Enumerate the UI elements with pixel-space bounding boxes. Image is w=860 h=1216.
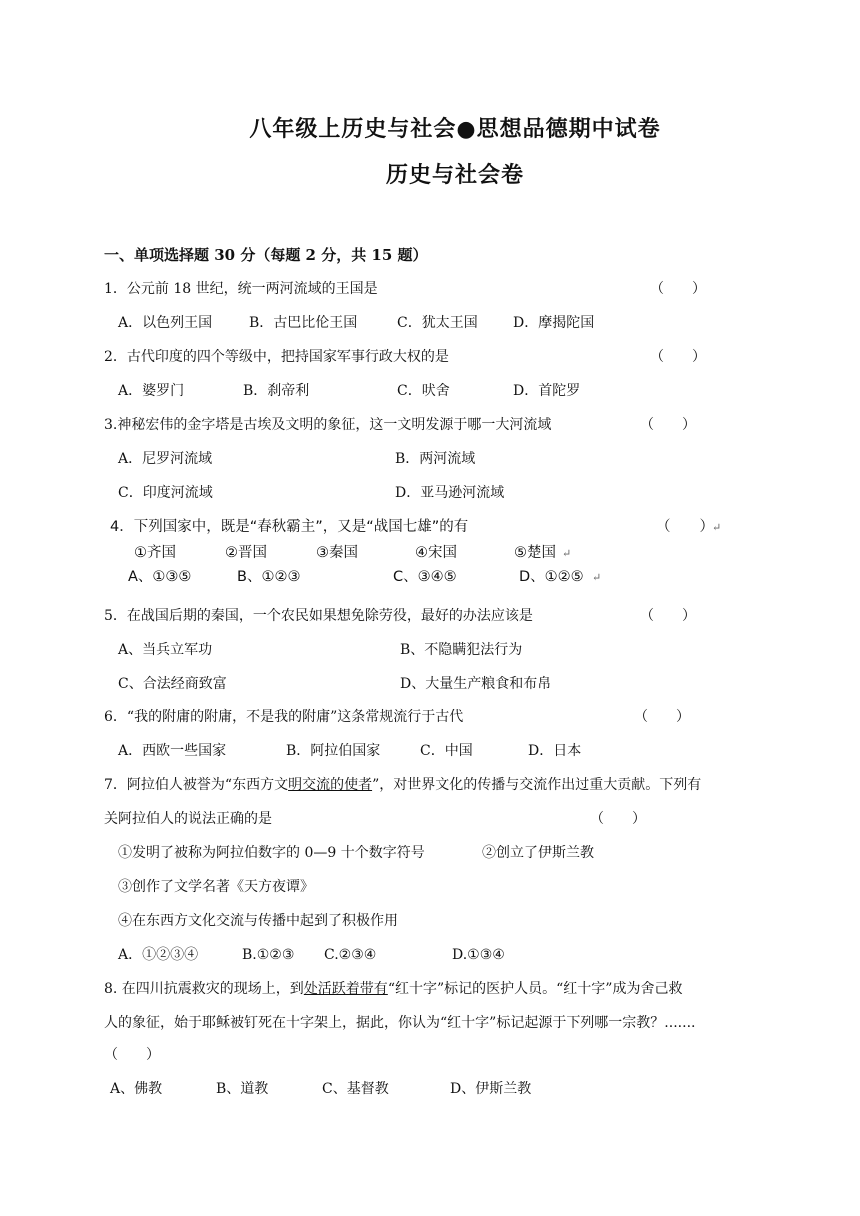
question-8-option-c: C、基督教	[322, 1081, 389, 1097]
question-8-stem-end: “红十字”标记的医护人员。“红十字”成为舍己救	[387, 981, 683, 997]
question-2-option-a: A．婆罗门	[118, 383, 185, 399]
question-8-stem-continued: 人的象征，始于耶稣被钉死在十字架上，据此，你认为“红十字”标记起源于下列哪一宗教？.......	[104, 1015, 696, 1031]
question-1-option-a: A．以色列王国	[118, 315, 213, 331]
question-2-stem: 2．古代印度的四个等级中，把持国家军事行政大权的是	[104, 349, 449, 365]
question-7-answer-blank: （ ）	[590, 811, 646, 827]
section-heading: 一、单项选择题 30 分（每题 2 分，共 15 题）	[104, 246, 428, 264]
question-1-option-b: B．古巴比伦王国	[249, 315, 358, 331]
question-8-answer-blank: （ ）	[104, 1047, 160, 1063]
question-7-stem-continued: 关阿拉伯人的说法正确的是	[104, 811, 272, 827]
question-4-option-d: D、①②⑤	[519, 569, 584, 585]
question-3-answer-blank: （ ）	[640, 417, 696, 433]
question-5-stem: 5．在战国后期的秦国，一个农民如果想免除劳役，最好的办法应该是	[104, 608, 533, 624]
question-7-statement-4: ④在东西方文化交流与传播中起到了积极作用	[118, 913, 398, 929]
question-3-option-b: B．两河流域	[395, 451, 476, 467]
question-4-option-c: C、③④⑤	[393, 569, 457, 585]
question-2-option-d: D．首陀罗	[513, 383, 581, 399]
return-mark-icon: ↵	[562, 547, 572, 560]
question-1-answer-blank: （ ）	[650, 281, 706, 297]
question-7-statement-2: ②创立了伊斯兰教	[482, 845, 594, 861]
question-4-option-b: B、①②③	[237, 569, 301, 585]
question-7-stem	[104, 776, 701, 794]
question-7-option-d: D.①③④	[452, 947, 505, 963]
question-7-stem-end: ”，对世界文化的传播与交流作出过重大贡献。下列有	[372, 777, 702, 793]
question-1-stem: 1．公元前 18 世纪，统一两河流域的王国是	[104, 281, 378, 297]
question-4-statement-2: ②晋国	[225, 545, 267, 561]
question-4-statement-5: ⑤楚国	[514, 545, 556, 561]
page-title: 八年级上历史与社会●思想品德期中试卷	[249, 116, 661, 142]
question-5-answer-blank: （ ）	[640, 608, 696, 624]
question-2-option-c: C．吠舍	[397, 383, 450, 399]
question-7-stem-start: 7．阿拉伯人被誉为“东西方文	[104, 777, 289, 793]
question-2-answer-blank: （ ）	[650, 349, 706, 365]
question-7-option-c: C.②③④	[324, 947, 377, 963]
return-mark-icon: ↵	[712, 521, 722, 534]
question-8-stem-underlined: 处活跃着带有	[303, 981, 388, 997]
question-6-option-c: C．中国	[420, 743, 473, 759]
question-4-statement-1: ①齐国	[134, 545, 176, 561]
question-6-option-d: D．日本	[528, 743, 582, 759]
question-1-option-d: D．摩揭陀国	[513, 315, 595, 331]
question-3-option-c: C．印度河流域	[118, 485, 213, 501]
question-3-option-a: A．尼罗河流域	[118, 451, 213, 467]
question-6-option-b: B．阿拉伯国家	[286, 743, 381, 759]
question-8-stem-start: 8. 在四川抗震救灾的现场上，到	[104, 981, 304, 997]
page-subtitle: 历史与社会卷	[385, 162, 524, 188]
question-4-option-a: A、①③⑤	[128, 569, 192, 585]
question-5-option-d: D、大量生产粮食和布帛	[400, 676, 552, 692]
question-7-option-b: B.①②③	[242, 947, 295, 963]
question-1-option-c: C．犹太王国	[397, 315, 478, 331]
question-6-option-a: A．西欧一些国家	[118, 743, 227, 759]
question-4-answer-blank: （ ）	[656, 519, 714, 535]
question-7-statement-3: ③创作了文学名著《天方夜谭》	[118, 879, 314, 895]
question-7-statement-1: ①发明了被称为阿拉伯数字的 0—9 十个数字符号	[118, 845, 425, 861]
question-4-statement-3: ③秦国	[316, 545, 358, 561]
question-4-stem: 4．下列国家中，既是“春秋霸主”，又是“战国七雄”的有	[110, 519, 469, 535]
question-4-statement-4: ④宋国	[415, 545, 457, 561]
question-7-option-a: A．①②③④	[118, 947, 199, 963]
question-5-option-b: B、不隐瞒犯法行为	[400, 642, 523, 658]
question-5-option-c: C、合法经商致富	[118, 676, 227, 692]
question-8-option-a: A、佛教	[110, 1081, 163, 1097]
question-8-option-b: B、道教	[216, 1081, 269, 1097]
question-8-option-d: D、伊斯兰教	[450, 1081, 532, 1097]
return-mark-icon: ↵	[592, 571, 602, 584]
question-2-option-b: B．刹帝利	[243, 383, 310, 399]
question-6-stem: 6．“我的附庸的附庸，不是我的附庸”这条常规流行于古代	[104, 709, 464, 725]
question-3-stem: 3.神秘宏伟的金字塔是古埃及文明的象征，这一文明发源于哪一大河流域	[104, 417, 552, 433]
question-6-answer-blank: （ ）	[634, 709, 690, 725]
question-7-stem-underlined: 明交流的使者	[288, 777, 373, 793]
question-3-option-d: D．亚马逊河流域	[395, 485, 505, 501]
question-8-stem	[104, 980, 682, 998]
question-5-option-a: A、当兵立军功	[118, 642, 213, 658]
